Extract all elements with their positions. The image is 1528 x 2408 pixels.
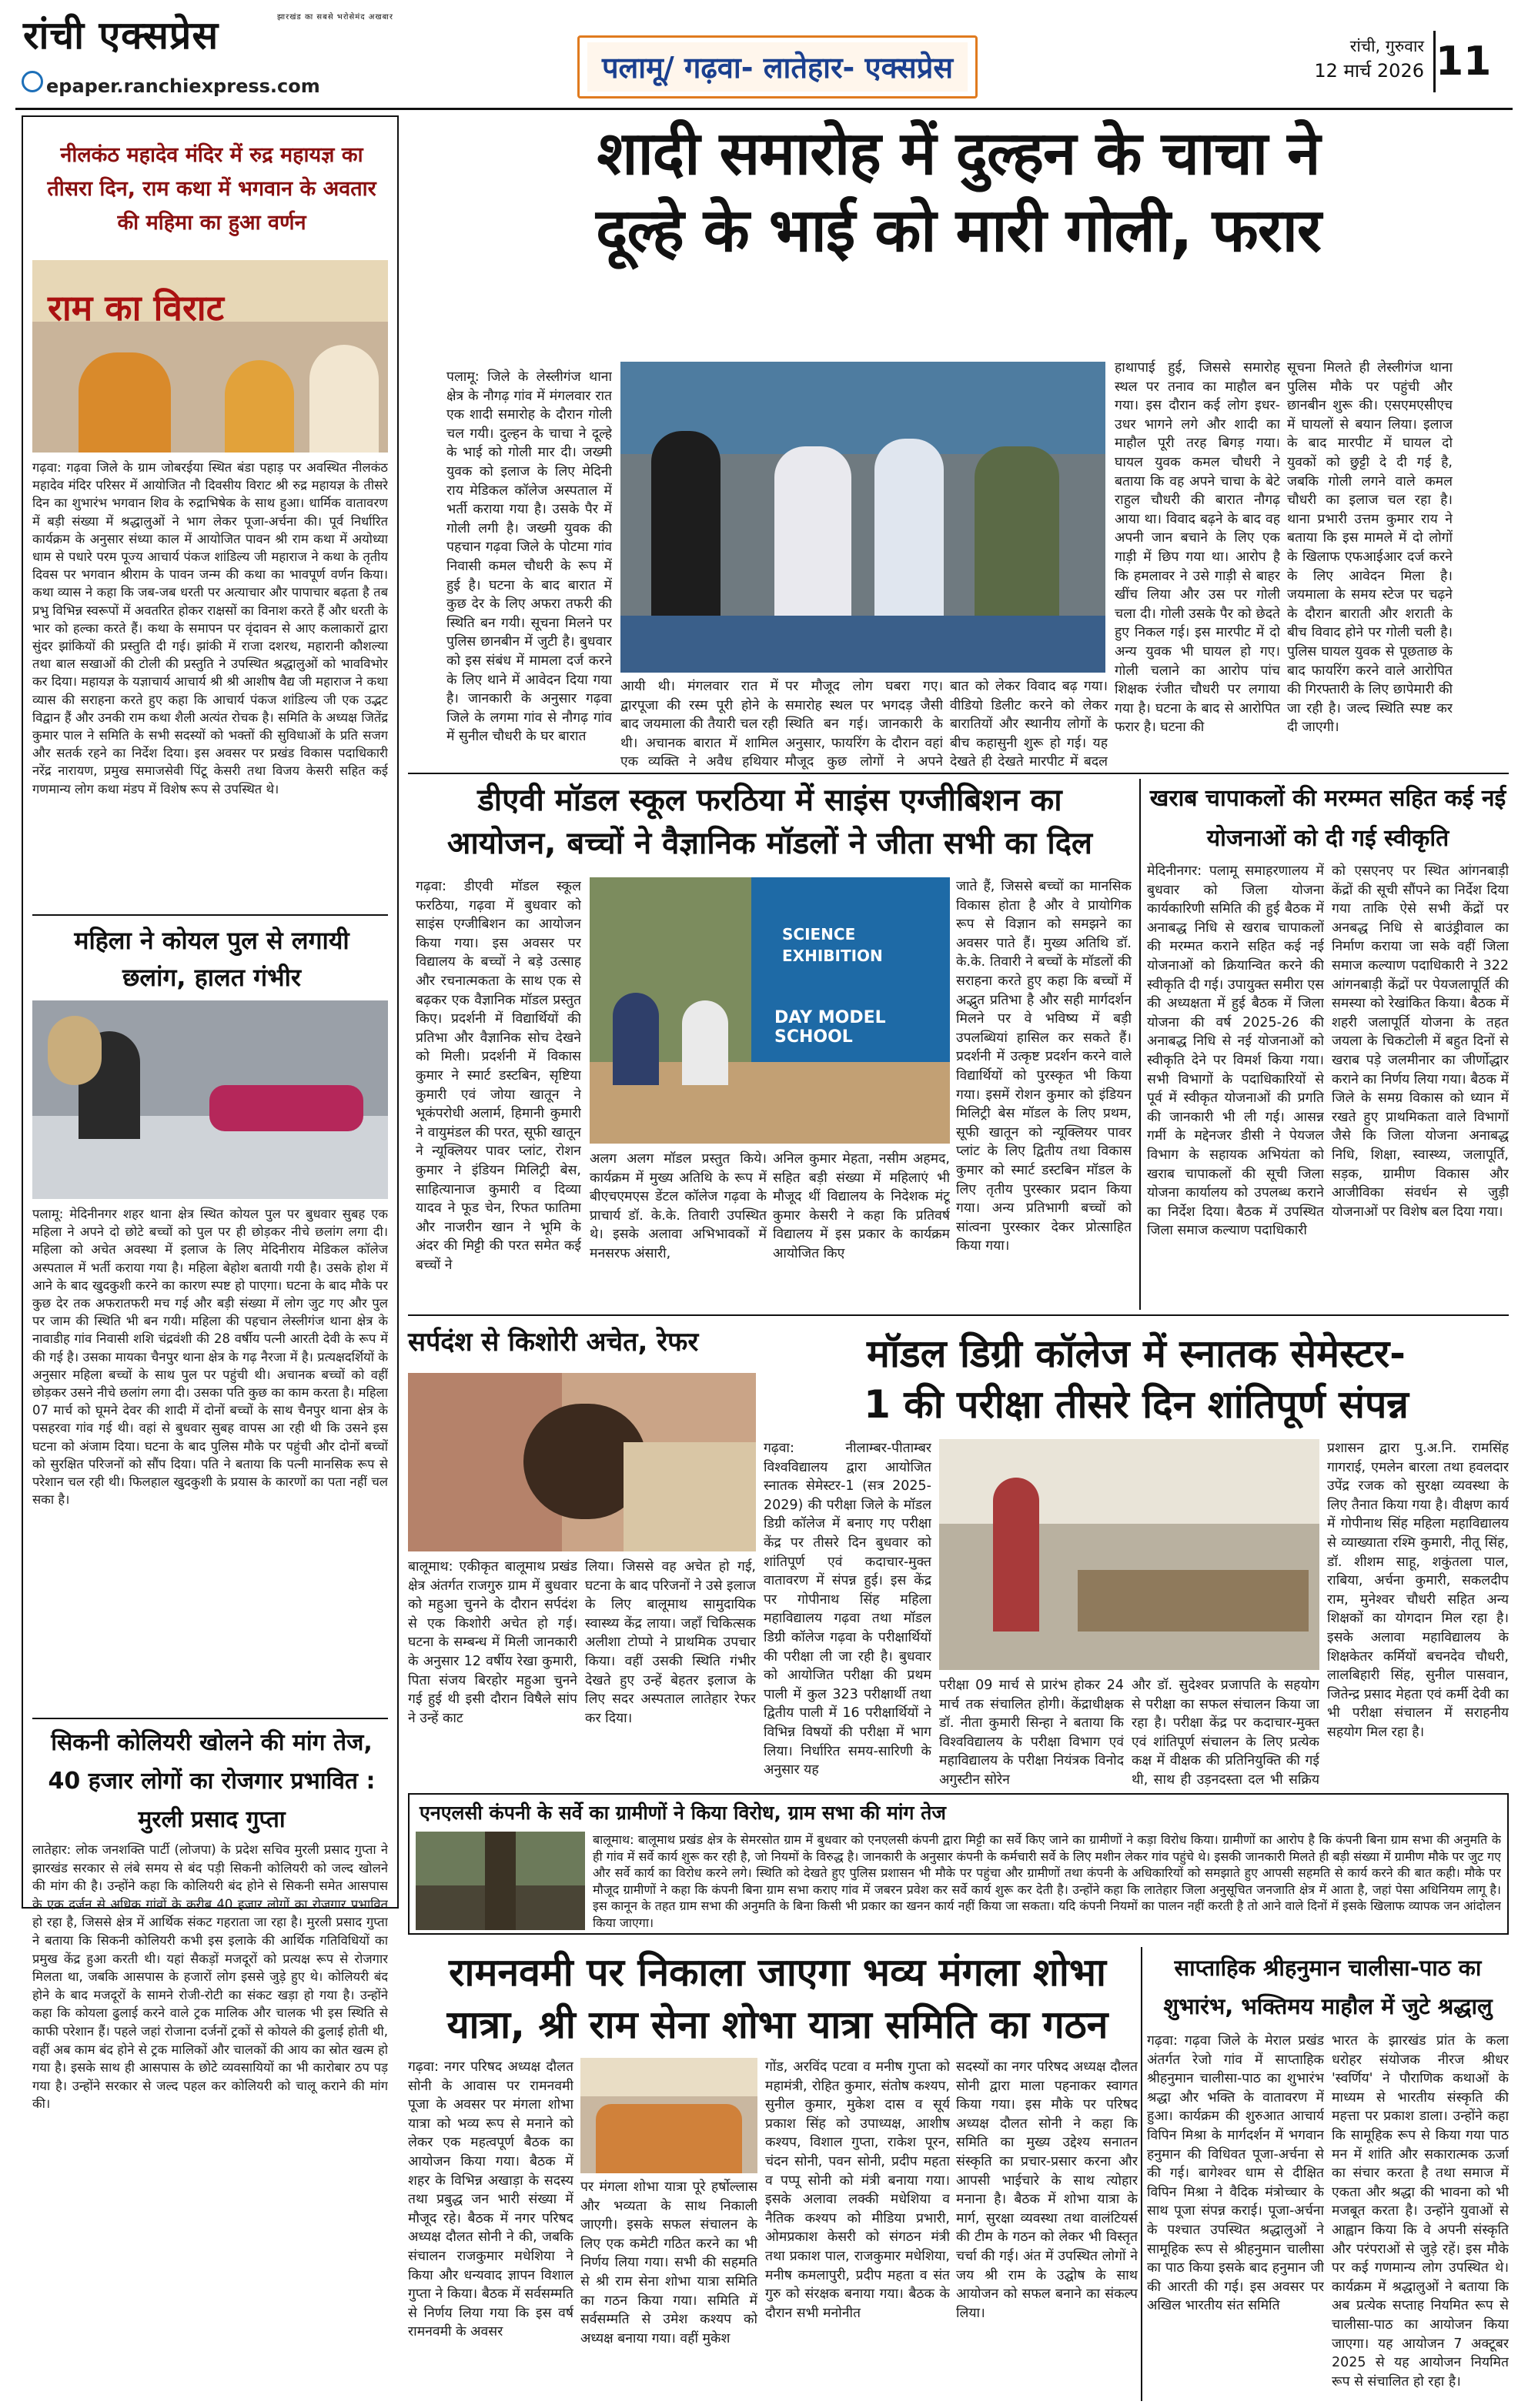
lead-body-c: पर मौजूद लोग घबरा गए। समारोह स्थल पर भगदड़ जैसी स्थिति बन गई। जानकारी के अनुसार, फायरिंग के दौरान वहां मौजूद कुछ लोगों ने अपने xyxy=(785,679,943,770)
story3-body: लातेहार: लोक जनशक्ति पार्टी (लोजपा) के प्रदेश सचिव मुरली प्रसाद गुप्ता ने झारखंड सरकार से लंबे समय से बंद पड़ी सिकनी कोलियरी को जल्द खोलने की मांग की है। उन्होंने कहा कि कोलियरी बंद होने से सिकनी समेत आसपास के एक दर्जन से अधिक गांवों के करीब 40 हजार लोगों का रोजगार प्रभावित हो रहा है, जिससे क्षेत्र में आर्थिक संकट गहराता जा रहा है। मुरली प्रसाद गुप्ता ने बताया कि सिकनी कोलियरी कभी इस इलाके की आर्थिक गतिविधियों का प्रमुख केंद्र हुआ करती थी। यहां सैकड़ों मजदूरों को प्रत्यक्ष रूप से रोजगार मिलता था, जबकि आसपास के हजारों लोग इससे जुड़े हुए थे। कोलियरी बंद होने के बाद मजदूरों के सामने रोजी-रोटी का संकट खड़ा हो गया है। उन्होंने कहा कि कोयला ढुलाई करने वाले ट्रक मालिक और चालक भी इस स्थिति से काफी परेशान हैं। पहले जहां रोजाना दर्जनों ट्रकों से कोयले की ढुलाई होती थी, वहीं अब काम बंद होने से ट्रक मालिकों और चालकों की आय का स्रोत खत्म हो गया है। इसके साथ ही आसपास के छोटे व्यवसायियों का भी कारोबार ठप पड़ गया है। उन्होंने सरकार से जल्द पहल कर कोलियरी को चालू कराने की मांग की। xyxy=(32,1842,388,2112)
story2-body: पलामू: मेदिनीनगर शहर थाना क्षेत्र स्थित कोयल पुल पर बुधवार सुबह एक महिला ने अपने दो छोटे बच्चों को पुल पर ही छोड़कर नीचे छलांग लगा दी। महिला को अचेत अवस्था में इलाज के लिए मेदिनीराय मेडिकल कॉलेज अस्पताल में भर्ती कराया गया है। महिला बेहोश बतायी गयी है। उसके होश में आने के बाद खुदकुशी करने का कारण स्पष्ट हो पाएगा। घटना के बाद मौके पर कुछ देर तक अफरातफरी मच गई और बड़ी संख्या में लोग जुट गए और पुल पर जाम की स्थिति भी बन गयी। महिला की पहचान लेस्लीगंज थाना क्षेत्र के नावाडीह गांव निवासी शशि चंद्रवंशी की 28 वर्षीय पत्नी आरती देवी के रूप में की गई है। उसका मायका चैनपुर थाना क्षेत्र के गढ़ नैरजा में है। प्रत्यक्षदर्शियों के अनुसार महिला बच्चों के साथ पुल पर पहुंची थी। अचानक बच्चों को वहीं छोड़कर उसने नीचे छलांग लगा दी। उसका पति कुछ का काम करता है। महिला 07 मार्च को घूमने देवर की शादी में दोनों बच्चों के साथ चैनपुर थाना क्षेत्र के पसहरवा गांव गई थी। वहां से बुधवार सुबह वापस आ रही थी कि उसने इस घटना को अंजाम दिया। घटना के बाद पुलिस मौके पर पहुंची और दोनों बच्चों को सुरक्षित परिजनों को सौंप दिया। पति ने बताया कि पत्नी मानसिक रूप से परेशान चल रही थी। फिलहाल खुदकुशी के प्रयास के कारणों का पता नहीं चल सका है। xyxy=(32,1207,388,1508)
dav-body-a: गढ़वा: डीएवी मॉडल स्कूल फरठिया, गढ़वा में बुधवार को साइंस एग्जीबिशन का आयोजन किया गया। इस अवसर पर विद्यालय के बच्चों ने बड़े उत्साह और रचनात्मकता के साथ एक से बढ़कर एक वैज्ञानिक मॉडल प्रस्तुत किए। प्रदर्शनी में विद्यार्थियों की प्रतिभा और वैज्ञानिक सोच देखने को मिली। प्रदर्शनी में विकास कुमार ने स्मार्ट डस्टबिन, सृष्टिया कुमारी एवं जोया खातून ने भूकंपरोधी अलार्म, हिमानी कुमारी ने वायुमंडल की परत, सूफी खातून ने न्यूक्लियर पावर प्लांट, रोशन कुमार ने इंडियन मिलिट्री बेस, साहित्यानाज कुमारी व दिव्या यादव ने फूड चेन, रिफत फातिमा और नाजरीन खान ने भूमि के अंदर की मिट्टी की परत समेत कई बच्चों ने xyxy=(416,879,581,1273)
photo-banner-text: राम का विराट xyxy=(48,287,224,329)
masthead-name: रांची एक्सप्रेस xyxy=(23,12,219,58)
masthead-tagline: झारखंड का सबसे भरोसेमंद अखबार xyxy=(277,13,393,22)
ntpc-body: बालूमाथ: बालूमाथ प्रखंड क्षेत्र के सेमरसोत ग्राम में बुधवार को एनएलसी कंपनी द्वारा मिट्टी का सर्वे किए जाने का ग्रामीणों ने कड़ा विरोध किया। ग्रामीणों का आरोप है कि कंपनी बिना ग्राम सभा की अनुमति के ही गांव में सर्वे कार्य शुरू कर रही है, जो नियमों के विरुद्ध है। जानकारी के अनुसार कंपनी के कर्मचारी सर्वे के लिए मशीन लेकर गांव पहुंचे थे। इसकी जानकारी मिलते ही बड़ी संख्या में ग्रामीण मौके पर जुट गए और सर्वे कार्य का विरोध करने लगे। स्थिति को देखते हुए पुलिस प्रशासन भी मौके पर पहुंचा और ग्रामीणों तथा कंपनी के अधिकारियों को समझाते हुए आपसी सहमति से कार्य करने की बात कही। मौके पर मौजूद ग्रामीणों ने कहा कि कंपनी बिना ग्राम सभा कराए गांव में जबरन प्रवेश कर सर्वे कार्य शुरू कर देती है। उन्होंने कहा कि लातेहार जिला अनुसूचित जनजाति क्षेत्र में आता है, जहां पेसा अधिनियम लागू है। इस कानून के तहत ग्राम सभा की अनुमति के बिना किसी भी प्रकार का खनन कार्य नहीं किया जा सकता। यदि कंपनी नियमों का पालन नहीं करती है तो आने वाले दिनों में इसके खिलाफ व्यापक जन आंदोलन किया जाएगा। xyxy=(593,1832,1501,1930)
chalisa-body-a: गढ़वा: गढ़वा जिले के मेराल प्रखंड अंतर्गत रेजो गांव में साप्ताहिक श्रीहनुमान चालीसा-पाठ का शुभारंभ श्रद्धा और भक्ति के वातावरण में हुआ। कार्यक्रम की शुरुआत आचार्य विपिन मिश्रा के मार्गदर्शन में भगवान हनुमान की विधिवत पूजा-अर्चना से की गई। बागेश्वर धाम से दीक्षित विपिन मिश्रा ने वैदिक मंत्रोच्चार के साथ पूजा संपन्न कराई। पूजा-अर्चना के पश्चात उपस्थित श्रद्धालुओं ने सामूहिक रूप से श्रीहनुमान चालीसा का पाठ किया इसके बाद हनुमान जी की आरती की गई। इस अवसर पर अखिल भारतीय संत समिति xyxy=(1147,2033,1324,2314)
epaper-url[interactable]: epaper.ranchiexpress.com xyxy=(46,75,320,97)
dateline xyxy=(1309,34,1424,83)
story3-headline: सिकनी कोलियरी खोलने की मांग तेज, 40 हजार लोगों का रोजगार प्रभावित : मुरली प्रसाद गुप्ता xyxy=(48,1729,376,1833)
college-body-a: गढ़वा: नीलाम्बर-पीताम्बर विश्वविद्यालय द्वारा आयोजित स्नातक सेमेस्टर-1 (सत्र 2025-2029) की परीक्षा जिले के मॉडल डिग्री कॉलेज में बनाए गए परीक्षा केंद्र पर तीसरे दिन बुधवार को शांतिपूर्ण एवं कदाचार-मुक्त वातावरण में संपन्न हुई। इस केंद्र पर गोपीनाथ सिंह महिला महाविद्यालय गढ़वा तथा मॉडल डिग्री कॉलेज गढ़वा के परीक्षार्थियों की परीक्षा ली जा रही है। बुधवार को आयोजित परीक्षा की प्रथम पाली में कुल 323 परीक्षार्थी तथा द्वितीय पाली में 16 परीक्षार्थियों ने विभिन्न विषयों की परीक्षा में भाग लिया। निर्धारित समय-सारिणी के अनुसार यह xyxy=(764,1441,931,1778)
lead-body-f: सूचना मिलते ही लेस्लीगंज थाना पुलिस मौके पर पहुंची और छानबीन शुरू की। एसएमएसीएच में घायलों से बयान लिया। इलाज के बाद मारपीट में घायल दो युवकों को छुट्टी दे दी गई है, जबकि गोली लगने वाले कमल चौधरी का इलाज चल रहा है। थाना प्रभारी उत्तम कुमार राय ने बताया कि इस मामले में दो लोगों के खिलाफ एफआईआर दर्ज करने के लिए आवेदन मिला है। जयमाला के समय स्टेज पर चढ़ने के दौरान बाराती और शराती के बीच विवाद होने पर गोली चली है। पुलिस घायल युवक से पूछताछ के बाद फायरिंग करने वाले आरोपित की गिरफ्तारी के लिए छापेमारी की जा रही है। जल्द स्थिति स्पष्ट कर दी जाएगी। xyxy=(1287,360,1453,736)
college-body-c: और डॉ. सुदेश्वर प्रजापति के सहयोग से परीक्षा का सफल संचालन किया जा रहा है। परीक्षा केंद्र पर कदाचार-मुक्त एवं शांतिपूर्ण संचालन के लिए प्रत्येक कक्ष में वीक्षक की प्रतिनियुक्ति की गई थी, साथ ही उड़नदस्ता दल भी सक्रिय xyxy=(1132,1678,1319,1788)
section-banner xyxy=(577,35,978,99)
header-divider xyxy=(15,108,1513,110)
ramnavami-photo xyxy=(580,2058,757,2173)
school-sign-text: DAY MODEL SCHOOL xyxy=(774,1008,886,1047)
snake-photo xyxy=(408,1373,756,1551)
lead-body-d: बात को लेकर विवाद बढ़ गया। वीडियो डिलीट करने को लेकर बारातियों और स्थानीय लोगों के बीच कहासुनी शुरू हो गई। यह देखते ही देखते मारपीट में बदल xyxy=(950,679,1108,770)
dav-body-d: जाते हैं, जिससे बच्चों का मानसिक विकास होता है और वे प्रायोगिक रूप से विज्ञान को समझने का अवसर पाते हैं। मुख्य अतिथि डॉ. के.के. तिवारी ने बच्चों के मॉडलों की सराहना करते हुए कहा कि बच्चों में अद्भुत प्रतिभा है और सही मार्गदर्शन मिलने पर वे भविष्य में बड़ी उपलब्धियां हासिल कर सकते हैं। प्रदर्शनी में उत्कृष्ट प्रदर्शन करने वाले विद्यार्थियों को पुरस्कृत भी किया गया। इसमें रोशन कुमार को इंडियन मिलिट्री बेस मॉडल के लिए प्रथम, सूफी खातून को न्यूक्लियर पावर प्लांट के लिए द्वितीय तथा विकास कुमार को स्मार्ट डस्टबिन मॉडल के लिए तृतीय पुरस्कार प्रदान किया गया। अन्य प्रतिभागी बच्चों को सांत्वना पुरस्कार देकर प्रोत्साहित किया गया। xyxy=(956,879,1132,1254)
ramnavami-headline-line1: रामनवमी पर निकाला जाएगा भव्य मंगला शोभा xyxy=(449,1950,1106,1995)
college-photo xyxy=(939,1439,1319,1670)
ramnavami-body-b: पर मंगला शोभा यात्रा पूरे हर्षोल्लास और भव्यता के साथ निकाली जाएगी। इसके सफल संचालन के लिए एक कमेटी गठित करने का भी निर्णय लिया गया। सभी की सहमति से श्री राम सेना शोभा यात्रा समिति का गठन किया गया। समिति में सर्वसम्मति से उमेश कश्यप को अध्यक्ष बनाया गया। वहीं मुकेश xyxy=(580,2179,757,2346)
ramnavami-body-a: गढ़वा: नगर परिषद अध्यक्ष दौलत सोनी के आवास पर रामनवमी पूजा के अवसर पर मंगला शोभा यात्रा को भव्य रूप से मनाने को लेकर एक महत्वपूर्ण बैठक का आयोजन किया गया। बैठक में शहर के विभिन्न अखाड़ा के सदस्य तथा प्रबुद्ध जन भारी संख्या में मौजूद रहे। बैठक में नगर परिषद अध्यक्ष दौलत सोनी ने की, जबकि संचालन राजकुमार मधेशिया ने किया और धन्यवाद ज्ञापन विशाल गुप्ता ने किया। बैठक में सर्वसम्मति से निर्णय लिया गया कि इस वर्ष रामनवमी के अवसर xyxy=(408,2059,573,2340)
college-headline-line2: 1 की परीक्षा तीसरे दिन शांतिपूर्ण संपन्न xyxy=(864,1382,1409,1427)
college-body-d: प्रशासन द्वारा पु.अ.नि. रामसिंह गागराई, एमलेन बारला तथा हवलदार उपेंद्र रजक को सुरक्षा व्यवस्था के लिए तैनात किया गया है। वीक्षण कार्य में गोपीनाथ सिंह महिला महाविद्यालय से व्याख्याता रश्मि कुमारी, नीतू सिंह, डॉ. शीशम साहू, शकुंतला पाल, राबिया, अर्चना कुमारी, सकलदीप राम, मुनेश्वर चौधरी सहित अन्य शिक्षकों का योगदान मिल रहा है। इसके अलावा महाविद्यालय के शिक्षकेतर कर्मियों बचनदेव चौधरी, लालबिहारी सिंह, सुनील पासवान, जितेन्द्र प्रसाद मेहता एवं कर्मी देवी का भी परीक्षा संचालन में सराहनीय सहयोग मिल रहा है। xyxy=(1327,1441,1509,1740)
story1-body: गढ़वा: गढ़वा जिले के ग्राम जोबरईया स्थित बंडा पहाड़ पर अवस्थित नीलकंठ महादेव मंदिर परिसर में आयोजित नौ दिवसीय विराट श्री रुद्र महायज्ञ के तीसरे दिन का शुभारंभ भगवान शिव के रुद्राभिषेक के साथ हुआ। धार्मिक वातावरण में बड़ी संख्या में श्रद्धालुओं ने भाग लेकर पूजा-अर्चना की। पूर्व निर्धारित कार्यक्रम के अनुसार संध्या काल में आयोजित पावन श्री राम कथा में अयोध्या धाम से पधारे परम पूज्य आचार्य पंकज शांडिल्य जी महाराज ने कथा के तृतीय दिवस पर भगवान श्रीराम के पावन जन्म की कथा का भावपूर्ण वर्णन किया। कथा व्यास ने कहा कि जब-जब धरती पर अत्याचार और पापाचार बढ़ता है तब प्रभु विभिन्न स्वरूपों में अवतरित होकर राक्षसों का विनाश करते हैं और धरती के भार को हल्का करते हैं। कथा के समापन पर वृंदावन से आए कलाकारों द्वारा सुंदर झांकियों की प्रस्तुति दी गई। झांकी में राजा दशरथ, महारानी कौशल्या तथा बाल सखाओं की टोली की प्रस्तुति ने उपस्थित श्रद्धालुओं को भावविभोर कर दिया। महायज्ञ के यज्ञाचार्य आचार्य श्री श्री आशीष वैद्य जी महाराज ने कथा व्यास की सराहना करते हुए कहा कि आचार्य पंकज शांडिल्य जी एक उद्भट विद्वान हैं और उनकी राम कथा शैली अत्यंत रोचक है। समिति के अध्यक्ष जितेंद्र कुमार पाल ने समिति के सभी सदस्यों को भक्तों की सुविधाओं के प्रति सजग और सतर्क रहने का निर्देश दिया। इस अवसर पर प्रखंड विकास पदाधिकारी नरेंद्र नारायण, प्रमुख समाजसेवी पिंटू केसरी तथा विजय केसरी सहित कई गणमान्य लोग कथा मंडप में विशेष रूप से उपस्थित थे। xyxy=(32,460,388,797)
ramnavami-body-c: गोंड, अरविंद पटवा व मनीष गुप्ता को महामंत्री, रोहित कुमार, संतोष कश्यप, सुनील कुमार, मुकेश दास व सूर्य प्रकाश सिंह को उपाध्यक्ष, आशीष कश्यप, विशाल गुप्ता, राकेश पूरन, चंदन सोनी, पवन सोनी, प्रदीप महता व पप्पू सोनी को मंत्री बनाया गया। इसके अलावा लक्की मधेशिया व नैतिक कश्यप को मीडिया प्रभारी, ओमप्रकाश केसरी को संगठन मंत्री तथा प्रकाश पाल, राजकुमार मधेशिया, मनीष कमलापुरी, प्रदीप महता व संत गुरु को संरक्षक बनाया गया। बैठक के दौरान सभी मनोनीत xyxy=(765,2059,950,2321)
snake-body-a: बालूमाथ: एकीकृत बालूमाथ प्रखंड क्षेत्र अंतर्गत राजगुरु ग्राम में बुधवार को महुआ चुनने के दौरान सर्पदंश से एक किशोरी अचेत हो गई। घटना के सम्बन्ध में मिली जानकारी के अनुसार 12 वर्षीय रेखा कुमारी, पिता संजय बिरहोर महुआ चुनने गई हुई थी इसी दौरान विषैले सांप ने उन्हें काट xyxy=(408,1559,577,1726)
divider xyxy=(1139,779,1141,1310)
city-day: रांची, गुरुवार xyxy=(1349,37,1424,55)
exhibition-banner-text: SCIENCE EXHIBITION xyxy=(782,925,883,965)
chapakal-body-b: को एसएनए पर स्थित आंगनबाड़ी केंद्रों की सूची सौंपने का निर्देश दिया गया ताकि ऐसे सभी केंद्रों पर अनबद्ध निधि से बाउंड्रीवाल का निर्माण कराया जा सके वहीं जिला समाज कल्याण पदाधिकारी ने 322 आंगनबाड़ी केंद्रों पर पेयजलापूर्ति की समस्या को रेखांकित किया। बैठक में शहरी जलापूर्ति योजना के तहत जयला के चिकटोली में बहुत दिनों से खराब पड़े जलमीनार का जीर्णोद्धार कराने का निर्णय लिया गया। बैठक में जिले के समग्र विकास को ध्यान में रखते हुए प्राथमिकता वाले विभागों जैसे कि जिला योजना अनाबद्ध निधि, शिक्षा, स्वास्थ्य, जलापूर्ति, सड़क, ग्रामीण विकास और आजीविका संवर्धन से जुड़ी योजनाओं पर विशेष बल दिया गया। xyxy=(1332,863,1509,1220)
issue-date: 12 मार्च 2026 xyxy=(1314,60,1424,82)
lead-headline-line1: शादी समारोह में दुल्हन के चाचा ने xyxy=(597,119,1320,189)
lead-body-e: हाथापाई हुई, जिससे समारोह स्थल पर तनाव का माहौल बन गया। इस दौरान कई लोग इधर-उधर भागने लगे और शादी का माहौल पूरी तरह बिगड़ गया। घायल युवक कमल चौधरी ने बताया कि वह अपने चाचा के बेटे राहुल चौधरी की बारात नौगढ़ आया था। विवाद बढ़ने के बाद वह अपनी जान बचाने के लिए एक गाड़ी में छिप गया था। आरोप है कि हमलावर ने उसे गाड़ी से बाहर खींच लिया और उस पर गोली चला दी। गोली उसके पैर को छेदते हुए निकल गई। इस मारपीट में दो अन्य युवक भी घायल हो गए। गोली चलाने का आरोप पांच शिक्षक रंजीत चौधरी पर लगाया गया है। घटना के बाद से आरोपित फरार है। घटना की xyxy=(1115,360,1280,736)
chalisa-headline: साप्ताहिक श्रीहनुमान चालीसा-पाठ का शुभारंभ, भक्तिमय माहौल में जुटे श्रद्धालु xyxy=(1163,1955,1493,2019)
snake-headline: सर्पदंश से किशोरी अचेत, रेफर xyxy=(408,1327,699,1358)
divider xyxy=(408,1314,1509,1316)
story1-headline: नीलकंठ महादेव मंदिर में रुद्र महायज्ञ का तीसरा दिन, राम कथा में भगवान के अवतार की महिमा का हुआ वर्णन xyxy=(47,143,376,235)
college-headline-line1: मॉडल डिग्री कॉलेज में स्नातक सेमेस्टर- xyxy=(867,1331,1406,1376)
lead-headline-line2: दूल्हे के भाई को मारी गोली, फरार xyxy=(596,196,1321,266)
masthead-logo xyxy=(23,8,423,58)
ramnavami-headline-line2: यात्रा, श्री राम सेना शोभा यात्रा समिति का गठन xyxy=(446,2002,1108,2047)
story1-photo xyxy=(32,260,388,453)
dav-body-b: अलग अलग मॉडल प्रस्तुत किये। कार्यक्रम में मुख्य अतिथि के रूप में बीएचएमएस डेंटल कॉलेज गढ़वा के प्राचार्य डॉ. के.के. तिवारी उपस्थित थे। इसके अलावा अभिभावकों में मनसरफ अंसारी, xyxy=(590,1151,767,1261)
chapakal-body-a: मेदिनीनगर: पलामू समाहरणालय में बुधवार को जिला योजना कार्यकारिणी समिति की हुई बैठक में अनाबद्ध निधि से खराब चापाकलों की मरम्मत कराने सहित कई नई योजनाओं को क्रियान्वित करने की स्वीकृति दी गई। उपायुक्त समीरा एस की अध्यक्षता में हुई बैठक में जिला योजना की वर्ष 2025-26 की अनाबद्ध निधि से नई योजनाओं को स्वीकृति देने पर विमर्श किया गया। सभी विभागों के पदाधिकारियों से पूर्व में स्वीकृत योजनाओं की प्रगति की जानकारी भी ली गई। आसन्न गर्मी के मद्देनजर डीसी ने पेयजल विभाग के सहायक अभियंता को खराब चापाकलों की सूची जिला योजना कार्यालय को उपलब्ध कराने का निर्देश दिया। बैठक में उपस्थित जिला समाज कल्याण पदाधिकारी xyxy=(1147,863,1324,1239)
dav-photo xyxy=(590,877,950,1144)
section-title: पलामू/ गढ़वा- लातेहार- एक्सप्रेस xyxy=(587,42,968,92)
chapakal-headline: खराब चापाकलों की मरम्मत सहित कई नई योजनाओं को दी गई स्वीकृति xyxy=(1149,785,1506,852)
page-number: 11 xyxy=(1433,31,1480,92)
ntpc-headline: एनएलसी कंपनी के सर्वे का ग्रामीणों ने किया विरोध, ग्राम सभा की मांग तेज xyxy=(420,1802,946,1824)
chalisa-body-b: भारत के झारखंड प्रांत के कला धरोहर संयोजक नीरज श्रीधर 'स्वर्णिय' ने पौराणिक कथाओं के माध्यम से भारतीय संस्कृति की महत्ता पर प्रकाश डाला। उन्होंने कहा कि सामूहिक रूप से किया गया पाठ मन में शांति और सकारात्मक ऊर्जा का संचार करता है तथा समाज में एकता और श्रद्धा की भावना को भी मजबूत करता है। उन्होंने युवाओं से आह्वान किया कि वे अपनी संस्कृति और परंपराओं से जुड़े रहें। इस मौके पर कई गणमान्य लोग उपस्थित थे। कार्यक्रम में श्रद्धालुओं ने बताया कि अब प्रत्येक सप्ताह नियमित रूप से चालीसा-पाठ का आयोजन किया जाएगा। यह आयोजन 7 अक्टूबर 2025 से यह आयोजन नियमित रूप से संचालित हो रहा है। xyxy=(1332,2033,1509,2390)
story2-headline: महिला ने कोयल पुल से लगायी छलांग, हालत गंभीर xyxy=(74,926,349,992)
dav-headline-line2: आयोजन, बच्चों ने वैज्ञानिक मॉडलों ने जीता सभी का दिल xyxy=(446,826,1093,861)
divider xyxy=(1141,1947,1142,2401)
dav-body-c: अनिल कुमार मेहता, नसीम अहमद, सहित बड़ी संख्या में महिलाएं भी मौजूद थीं विद्यालय के निदेशक मंटू कुमार केसरी ने कहा कि प्रतिवर्ष विद्यालय में इस प्रकार के कार्यक्रम आयोजित किए xyxy=(773,1151,950,1261)
lead-body-a: पलामू: जिले के लेस्लीगंज थाना क्षेत्र के नौगढ़ गांव में मंगलवार रात एक शादी समारोह के दौरान गोली चल गयी। दुल्हन के चाचा ने दूल्हे के भाई को गोली मार दी। जख्मी युवक को इलाज के लिए मेदिनी राय मेडिकल कॉलेज अस्पताल में भर्ती कराया गया है। उसके पैर में गोली लगी है। जख्मी युवक की पहचान गढ़वा जिले के पोटमा गांव निवासी कमल चौधरी के रूप में हुई है। घटना के बाद बारात में कुछ देर के लिए अफरा तफरी की स्थिति बन गयी। सूचना मिलने पर पुलिस छानबीन में जुटी है। बुधवार को इस संबंध में मामला दर्ज करने के लिए थाने में आवेदन दिया गया है। जानकारी के अनुसार गढ़वा जिले के लगमा गांव से नौगढ़ गांव में सुनील चौधरी के घर बारात xyxy=(446,369,612,745)
dav-headline-line1: डीएवी मॉडल स्कूल फरठिया में साइंस एग्जीबिशन का xyxy=(477,783,1062,818)
divider xyxy=(408,773,1509,774)
story2-photo xyxy=(32,1000,388,1199)
globe-icon xyxy=(22,71,43,92)
divider xyxy=(32,1718,388,1719)
ramnavami-body-d: सदस्यों का नगर परिषद अध्यक्ष दौलत सोनी द्वारा माला पहनाकर स्वागत किया गया। इस मौके पर परिषद अध्यक्ष दौलत सोनी ने कहा कि समिति का मुख्य उद्देश्य सनातन संस्कृति का प्रचार-प्रसार करना और आपसी भाईचारे के साथ त्योहार मनाना है। बैठक में शोभा यात्रा के मार्ग, सुरक्षा व्यवस्था तथा वालंटियर्स की टीम के गठन को लेकर भी विस्तृत चर्चा की गई। अंत में उपस्थित लोगों ने जय श्री राम के उद्घोष के साथ आयोजन को सफल बनाने का संकल्प लिया। xyxy=(956,2059,1138,2321)
divider xyxy=(32,914,388,916)
lead-body-b: आयी थी। मंगलवार रात में द्वारपूजा की रस्म पूरी होने के बाद जयमाला की तैयारी चल रही थी। अचानक बारात में शामिल एक व्यक्ति ने अवैध हथियार xyxy=(620,679,778,770)
snake-body-b: लिया। जिससे वह अचेत हो गई, घटना के बाद परिजनों ने उसे इलाज के लिए बालूमाथ सामुदायिक स्वास्थ्य केंद्र लाया। जहाँ चिकित्सक अलीशा टोप्पो ने प्राथमिक उपचार किया। वहीं उसकी स्थिति गंभीर देखते हुए उन्हें बेहतर इलाज के लिए सदर अस्पताल लातेहार रेफर कर दिया। xyxy=(585,1559,756,1726)
lead-photo xyxy=(620,362,1105,673)
ntpc-photo xyxy=(416,1832,585,1930)
college-body-b: परीक्षा 09 मार्च से प्रारंभ होकर 24 मार्च तक संचालित होगी। केंद्राधीक्षक डॉ. नीता कुमारी सिन्हा ने बताया कि विश्वविद्यालय के परीक्षा विभाग एवं महाविद्यालय के परीक्षा नियंत्रक विनोद अगुस्टीन सोरेन xyxy=(939,1678,1124,1788)
